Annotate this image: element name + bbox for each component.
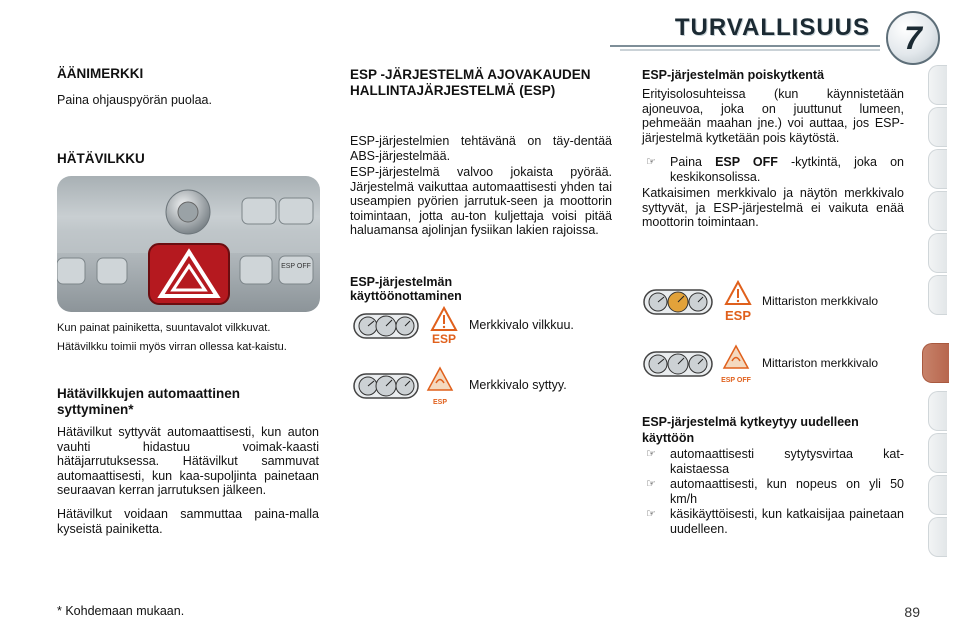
esp-off-bullet xyxy=(642,155,904,184)
photo-caption-1: Kun painat painiketta, suuntavalot vilkkuvat. xyxy=(57,322,271,334)
esp-warning-icon xyxy=(725,282,751,323)
chapter-number-badge: 7 xyxy=(886,11,940,65)
side-tab[interactable] xyxy=(928,191,947,231)
auto-hazard-heading: Hätävilkkujen automaattinen syttyminen* xyxy=(57,386,241,417)
esp-flash-row xyxy=(352,306,622,346)
aanimerkki-text: Paina ohjauspyörän puolaa. xyxy=(57,93,212,107)
lit-label: Merkkivalo syttyy. xyxy=(469,378,567,392)
bullet-post: -kytkintä, joka on keskikonsolissa. xyxy=(670,155,904,184)
dashboard-cluster-icon xyxy=(352,306,464,346)
dashboard-cluster-icon xyxy=(352,366,464,410)
esp-active-icon xyxy=(428,368,452,406)
bullet-arrow-icon: ☞ xyxy=(646,508,656,520)
side-tab[interactable] xyxy=(928,433,947,473)
esp-label-icon: ESP xyxy=(431,332,457,346)
bullet-pre: Paina xyxy=(670,155,702,169)
auto-hazard-text-1: Hätävilkut syttyvät automaattisesti, kun auton vauhti hidastuu voimak-kaasti hätäjarrutuksessa. Hätävilkut sammuvat automaattisesti, kun kaa-supoljinta painetaan seuraavan kerran jarrutuksen jälkeen. xyxy=(57,425,319,497)
side-tab[interactable] xyxy=(928,233,947,273)
esp-off-button-label: ESP OFF xyxy=(281,263,311,270)
auto-hazard-text-2: Hätävilkut voidaan sammuttaa paina-malla kyseistä painiketta. xyxy=(57,507,319,536)
reenable-bullet xyxy=(642,477,904,506)
esp-off-bullet-text xyxy=(670,155,904,184)
mittari-label-2: Mittariston merkkivalo xyxy=(762,356,879,370)
hatavilkku-heading: HÄTÄVILKKU xyxy=(57,151,145,166)
hazard-panel-illustration xyxy=(57,176,320,312)
esp-small-label: ESP xyxy=(432,399,448,406)
bullet-arrow-icon: ☞ xyxy=(646,448,656,460)
reenable-bullet-text: automaattisesti, kun nopeus on yli 50 km/h xyxy=(670,477,904,506)
hazard-switch-photo xyxy=(57,176,320,312)
side-tab[interactable] xyxy=(928,517,947,557)
reenable-bullet xyxy=(642,507,904,536)
chapter-side-tabs xyxy=(928,65,948,573)
esp-text-2: ESP-järjestelmä valvoo jokaista pyörää. Järjestelmä vaikuttaa automaattisesti yhden tai useampien pyörien jarrutuk-seen ja moottorin toimintaan, jotta au-ton kuljettaja voisi pitää haluamansa ajolinjan fysiikan lakien rajoissa. xyxy=(350,165,612,237)
esp-off-heading: ESP-järjestelmän poiskytkentä xyxy=(642,68,825,82)
mittari-label-1: Mittariston merkkivalo xyxy=(762,294,879,308)
esp-off-text-2: Katkaisimen merkkivalo ja näytön merkkivalo syttyvät, ja ESP-järjestelmä ei vaikuta enää moottorin toimintaan. xyxy=(642,186,904,229)
dashboard-cluster-icon xyxy=(642,344,760,390)
bullet-arrow-icon: ☞ xyxy=(646,156,656,168)
esp-label-icon: ESP xyxy=(724,308,752,323)
side-tab[interactable] xyxy=(928,65,947,105)
reenable-bullet-text: automaattisesti sytytysvirtaa kat-kaistaessa xyxy=(670,447,904,476)
side-tab[interactable] xyxy=(928,107,947,147)
esp-off-icon xyxy=(721,346,752,384)
photo-caption-2: Hätävilkku toimii myös virran ollessa kat-kaistu. xyxy=(57,341,287,353)
page-number: 89 xyxy=(904,604,920,620)
esp-heading: ESP -JÄRJESTELMÄ AJOVAKAUDEN HALLINTAJÄRJESTELMÄ (ESP) xyxy=(350,67,591,98)
aanimerkki-heading: ÄÄNIMERKKI xyxy=(57,66,144,81)
dashboard-cluster-icon xyxy=(642,280,760,326)
esp-text-1: ESP-järjestelmien tehtävänä on täy-dentää ABS-järjestelmää. xyxy=(350,134,612,163)
flash-label: Merkkivalo vilkkuu. xyxy=(469,318,574,332)
side-tab[interactable] xyxy=(928,275,947,315)
page-title: TURVALLISUUS xyxy=(674,14,870,41)
esp-reenable-heading: ESP-järjestelmä kytkeytyy uudelleen käyttöön xyxy=(642,415,859,445)
esp-lit-row xyxy=(352,366,622,406)
esp-warning-icon xyxy=(432,308,456,346)
bullet-arrow-icon: ☞ xyxy=(646,478,656,490)
cluster-esp-off-row xyxy=(642,344,912,390)
side-tab-active[interactable] xyxy=(922,343,949,383)
reenable-bullet-text: käsikäyttöisesti, kun katkaisijaa painetaan uudelleen. xyxy=(670,507,904,536)
esp-off-switch-name: ESP OFF xyxy=(715,155,778,169)
side-tab[interactable] xyxy=(928,475,947,515)
esp-off-label-icon: ESP OFF xyxy=(721,377,751,384)
reenable-bullet xyxy=(642,447,904,476)
footnote: * Kohdemaan mukaan. xyxy=(57,604,185,618)
esp-enable-heading: ESP-järjestelmän käyttöönottaminen xyxy=(350,275,462,303)
side-tab[interactable] xyxy=(928,149,947,189)
esp-off-text-1: Erityisolosuhteissa (kun käynnistetään ajoneuvoa, joka on juuttunut lumeen, pehmeään maahan jne.) voi auttaa, jos ESP-järjestelmä kytketään pois käytöstä. xyxy=(642,87,904,145)
side-tab[interactable] xyxy=(928,391,947,431)
cluster-esp-row xyxy=(642,280,912,326)
